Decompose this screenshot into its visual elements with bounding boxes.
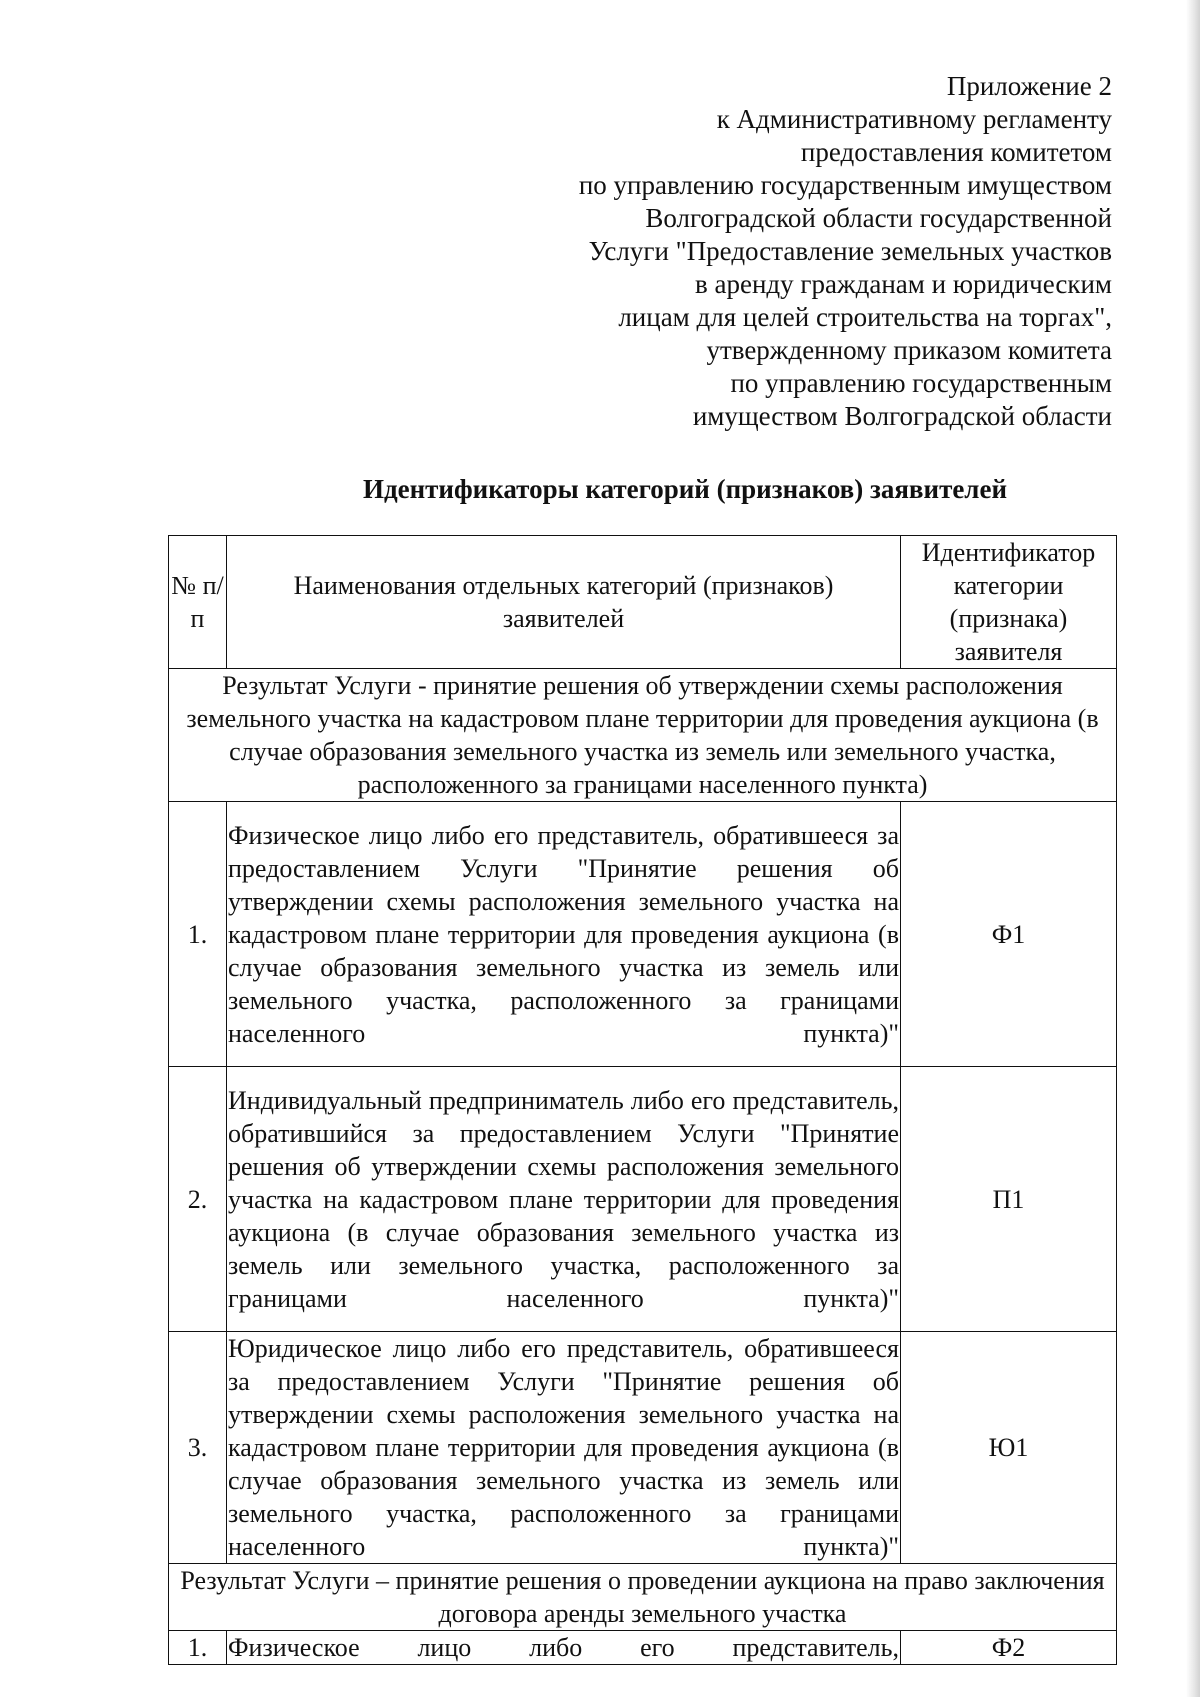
appendix-line: Приложение 2 — [946, 71, 1112, 101]
row-identifier: П1 — [901, 1067, 1117, 1332]
table-row — [169, 1631, 1117, 1665]
row-identifier: Ю1 — [901, 1332, 1117, 1564]
appendix-line: к Административному регламенту — [716, 104, 1112, 134]
appendix-line: в аренду гражданам и юридическим — [695, 269, 1112, 299]
row-identifier: Ф2 — [901, 1631, 1117, 1665]
section-heading: Результат Услуги - принятие решения об утверждении схемы расположения земельного участка на кадастровом плане территории для проведения аукциона (в случае образования земельного участка из земель или земельного участка, расположенного за границами населенного пункта) — [169, 669, 1117, 802]
applicant-categories-table — [168, 535, 1117, 1665]
table-header-row — [169, 536, 1117, 669]
row-number: 1. — [169, 802, 227, 1067]
section-heading: Результат Услуги – принятие решения о проведении аукциона на право заключения договора аренды земельного участка — [169, 1564, 1117, 1631]
row-category-text: Индивидуальный предприниматель либо его представитель, обратившийся за предоставлением Услуги "Принятие решения об утверждении схемы расположения земельного участка на кадастровом плане территории для проведения аукциона (в случае образования земельного участка из земель или земельного участка, расположенного за границами населенного пункта)" — [227, 1067, 901, 1332]
appendix-line: лицам для целей строительства на торгах", — [618, 302, 1112, 332]
row-number: 2. — [169, 1067, 227, 1332]
row-number: 3. — [169, 1332, 227, 1564]
appendix-line: Услуги "Предоставление земельных участков — [588, 236, 1112, 266]
appendix-header — [392, 70, 1112, 433]
scan-edge-shadow — [1186, 0, 1200, 1697]
appendix-line: Волгоградской области государственной — [645, 203, 1112, 233]
row-category-text: Физическое лицо либо его представитель, обратившееся за предоставлением Услуги "Принятие решения об утверждении схемы расположения земельного участка на кадастровом плане территории для проведения аукциона (в случае образования земельного участка из земель или земельного участка, расположенного за границами населенного пункта)" — [227, 802, 901, 1067]
appendix-line: по управлению государственным — [730, 368, 1112, 398]
row-category-text: Физическое лицо либо его представитель, — [227, 1631, 901, 1665]
row-number: 1. — [169, 1631, 227, 1665]
appendix-line: утвержденному приказом комитета — [706, 335, 1112, 365]
header-category-name: Наименования отдельных категорий (признаков) заявителей — [227, 536, 901, 669]
appendix-line: имуществом Волгоградской области — [692, 401, 1112, 431]
appendix-line: предоставления комитетом — [800, 137, 1112, 167]
table-row — [169, 802, 1117, 1067]
table-row — [169, 1067, 1117, 1332]
row-identifier: Ф1 — [901, 802, 1117, 1067]
document-title: Идентификаторы категорий (признаков) заявителей — [362, 474, 1008, 504]
section-heading-row — [169, 1564, 1117, 1631]
header-number: № п/п — [169, 536, 227, 669]
header-identifier: Идентификатор категории (признака) заявителя — [901, 536, 1117, 669]
table-row — [169, 1332, 1117, 1564]
row-category-text: Юридическое лицо либо его представитель, обратившееся за предоставлением Услуги "Принятие решения об утверждении схемы расположения земельного участка на кадастровом плане территории для проведения аукциона (в случае образования земельного участка из земель или земельного участка, расположенного за границами населенного пункта)" — [227, 1332, 901, 1564]
appendix-line: по управлению государственным имуществом — [578, 170, 1112, 200]
section-heading-row — [169, 669, 1117, 802]
